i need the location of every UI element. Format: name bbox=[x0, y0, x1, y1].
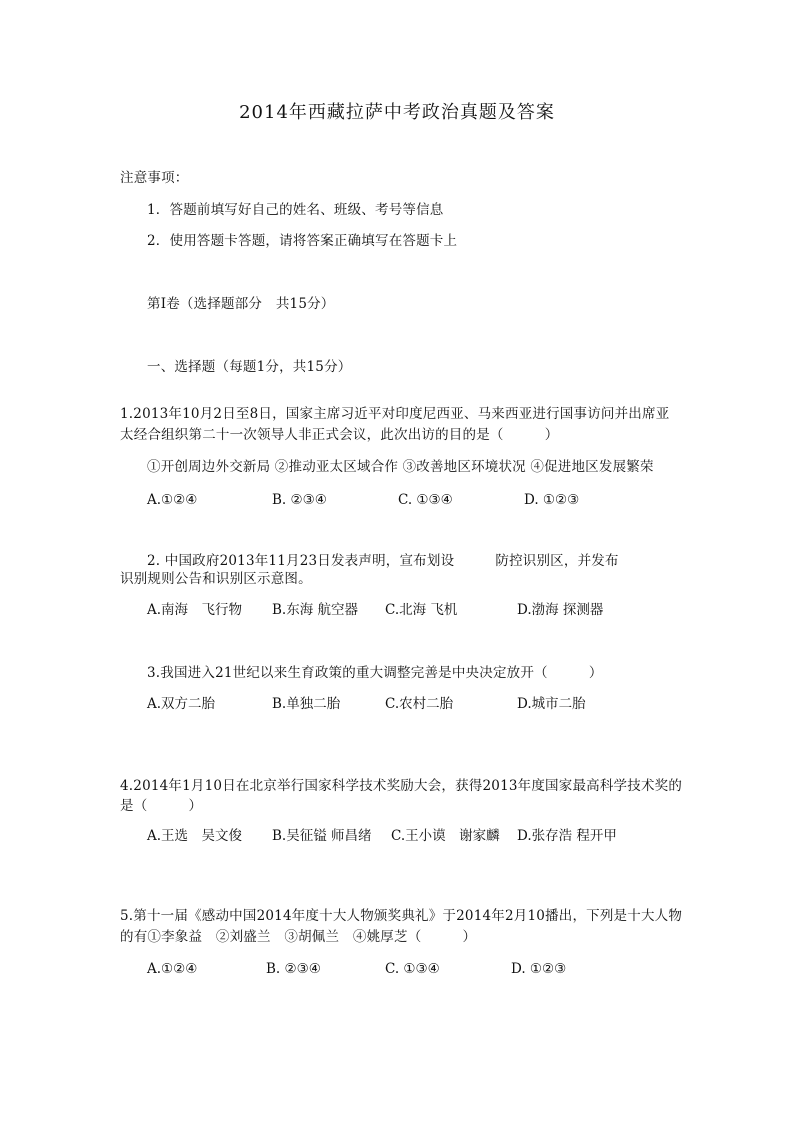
question-5-line-1: 5.第十一届《感动中国2014年度十大人物颁奖典礼》于2014年2月10播出，下列是十大人物 bbox=[120, 908, 683, 924]
question-1-statements: ①开创周边外交新局 ②推动亚太区域合作 ③改善地区环境状况 ④促进地区发展繁荣 bbox=[147, 459, 654, 475]
question-3-option-d: D.城市二胎 bbox=[517, 696, 586, 712]
question-5-option-b: B. ②③④ bbox=[266, 961, 321, 977]
notice-item-1: 1．答题前填写好自己的姓名、班级、考号等信息 bbox=[147, 202, 444, 218]
question-2-line-1: 2. 中国政府2013年11月23日发表声明，宣布划设 防控识别区，并发布 bbox=[147, 553, 619, 569]
question-2-option-d: D.渤海 探测器 bbox=[517, 602, 604, 618]
volume-heading: 第I卷（选择题部分 共15分） bbox=[147, 296, 335, 312]
question-4-line-2: 是（ ） bbox=[120, 798, 203, 814]
question-4-option-b: B.吴征镒 师昌绪 bbox=[272, 828, 372, 844]
question-4-option-c: C.王小谟 谢家麟 bbox=[391, 828, 500, 844]
question-5-option-a: A.①②④ bbox=[147, 961, 198, 977]
question-1-option-d: D. ①②③ bbox=[524, 492, 580, 508]
question-3-line-1: 3.我国进入21世纪以来生育政策的重大调整完善是中央决定放开（ ） bbox=[147, 665, 603, 681]
question-1-option-c: C. ①③④ bbox=[398, 492, 453, 508]
question-5-line-2: 的有①李象益 ②刘盛兰 ③胡佩兰 ④姚厚芝（ ） bbox=[120, 929, 477, 945]
question-4-option-a: A.王选 吴文俊 bbox=[147, 828, 243, 844]
question-3-option-a: A.双方二胎 bbox=[147, 696, 216, 712]
section-heading: 一、选择题（每题1分，共15分） bbox=[147, 359, 352, 375]
question-1-line-1: 1.2013年10月2日至8日，国家主席习近平对印度尼西亚、马来西亚进行国事访问并出席亚 bbox=[120, 406, 670, 422]
question-4-line-1: 4.2014年1月10日在北京举行国家科学技术奖励大会，获得2013年度国家最高科学技术奖的 bbox=[120, 778, 683, 794]
question-3-option-c: C.农村二胎 bbox=[385, 696, 454, 712]
question-2-option-b: B.东海 航空器 bbox=[272, 602, 359, 618]
question-2-option-c: C.北海 飞机 bbox=[385, 602, 458, 618]
question-5-option-d: D. ①②③ bbox=[511, 961, 567, 977]
question-1-option-a: A.①②④ bbox=[147, 492, 198, 508]
notice-heading: 注意事项： bbox=[120, 170, 189, 186]
question-2-line-2: 识别规则公告和识别区示意图。 bbox=[120, 571, 312, 587]
notice-item-2: 2．使用答题卡答题，请将答案正确填写在答题卡上 bbox=[147, 233, 458, 249]
question-1-line-2: 太经合组织第二十一次领导人非正式会议，此次出访的目的是（ ） bbox=[120, 427, 559, 443]
question-2-option-a: A.南海 飞行物 bbox=[147, 602, 243, 618]
question-3-option-b: B.单独二胎 bbox=[272, 696, 341, 712]
question-4-option-d: D.张存浩 程开甲 bbox=[517, 828, 617, 844]
question-1-option-b: B. ②③④ bbox=[272, 492, 327, 508]
question-5-option-c: C. ①③④ bbox=[385, 961, 440, 977]
page-title: 2014年西藏拉萨中考政治真题及答案 bbox=[239, 102, 555, 123]
